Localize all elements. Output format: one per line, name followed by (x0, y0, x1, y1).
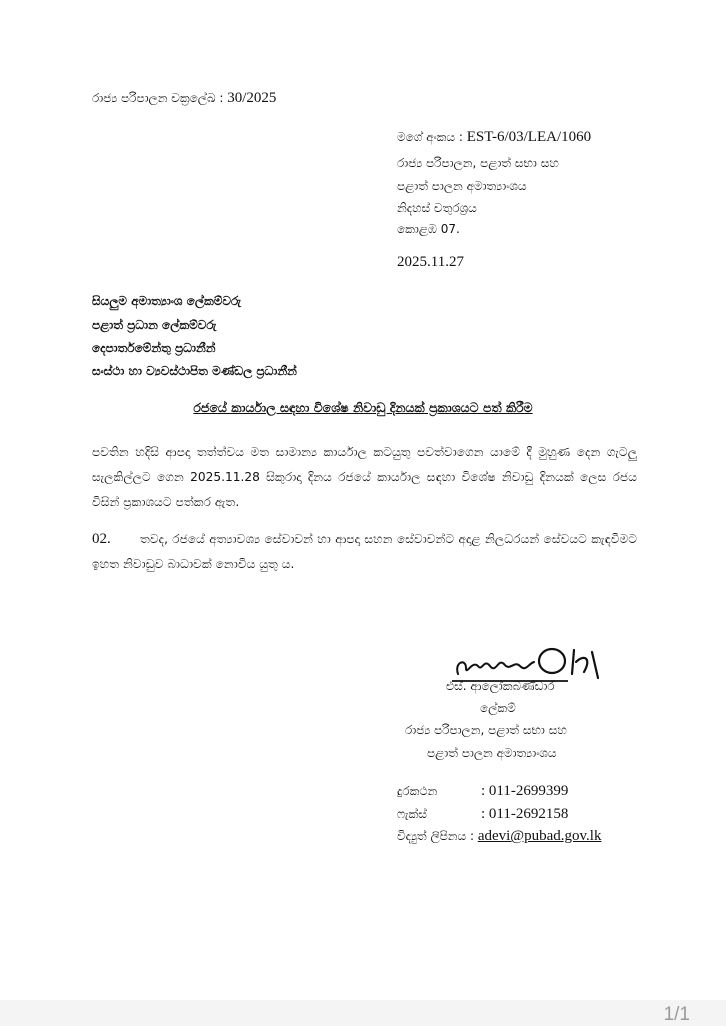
circular-number (92, 90, 276, 107)
paragraph-2-number: 02. (92, 531, 111, 547)
signatory-ministry-2: පළාත් පාලන අමාත්‍යාංශය (427, 746, 557, 760)
letter-date: 2025.11.27 (397, 254, 464, 270)
email-label: විද්‍යුත් ලිපිනය : (397, 829, 478, 843)
phone-value: : 011-2699399 (481, 783, 569, 799)
contact-phone (397, 783, 568, 800)
paragraph-1: පවතින හදිසි ආපදා තත්ත්වය මත සාමාන්‍ය කාර්යාල කටයුතු පවත්වාගෙන යාමේ දී මුහුණ දෙන ගැටලු සැලකිල්ලට ගෙන 2025.11.28 සිකුරාදා දිනය රජයේ කාර්යාල සඳහා විශේෂ නිවාඩු දිනයක් ලෙස රජය විසින් ප්‍රකාශයට පත්කර ඇත. (92, 445, 637, 509)
signatory-title: ලේකම් (480, 701, 516, 715)
recipient-3: දෙපාර්තමේන්තු ප්‍රධානීන් (92, 341, 216, 355)
recipient-2: පළාත් ප්‍රධාන ලේකම්වරු (92, 318, 217, 332)
fax-label: ෆැක්ස් (397, 807, 427, 821)
phone-label: දුරකථන (397, 784, 438, 798)
address-line-1: රාජ්‍ය පරිපාලන, පළාත් සභා සහ (397, 156, 559, 170)
paragraph-2-text: තවද, රජයේ අත්‍යාවශ්‍ය සේවාවන් හා ආපදා සහන සේවාවන්ට අදාළ නිලධරයන් සේවයට කැඳවීමට ඉහත නිවාඩුව බාධාවක් නොවිය යුතු ය. (92, 532, 637, 571)
recipient-1: සියලුම අමාත්‍යාංශ ලේකම්වරු (92, 294, 242, 308)
signatory-name: එස්. ආලෝකබණ්ඩාර (446, 679, 555, 693)
reference-label: මගේ අංකය : (397, 130, 467, 144)
fax-value: : 011-2692158 (481, 806, 569, 822)
address-line-3: නිදහස් චතුරශ්‍රය (397, 201, 477, 215)
signatory-ministry-1: රාජ්‍ය පරිපාලන, පළාත් සභා සහ (405, 723, 567, 737)
reference-value: EST-6/03/LEA/1060 (466, 129, 592, 145)
address-line-4: කොළඹ 07. (397, 222, 460, 236)
paragraph-2 (92, 527, 637, 577)
email-link[interactable]: adevi@pubad.gov.lk (477, 828, 602, 844)
circular-label: රාජ්‍ය පරිපාලන චක්‍රලේඛ : (92, 91, 228, 105)
contact-fax (397, 806, 568, 823)
subject-heading: රජයේ කාර්යාල සඳහා විශේෂ නිවාඩු දිනයක් ප්‍රකාශයට පත් කිරීම (193, 400, 533, 415)
address-line-2: පළාත් පාලන අමාත්‍යාංශය (397, 179, 527, 193)
contact-email (397, 828, 601, 845)
circular-number-value: 30/2025 (227, 90, 277, 106)
reference-number (397, 129, 591, 146)
recipient-4: සංස්ථා හා ව්‍යවස්ථාපිත මණ්ඩල ප්‍රධානීන් (92, 364, 297, 378)
page-indicator: 1/1 (663, 1004, 690, 1025)
